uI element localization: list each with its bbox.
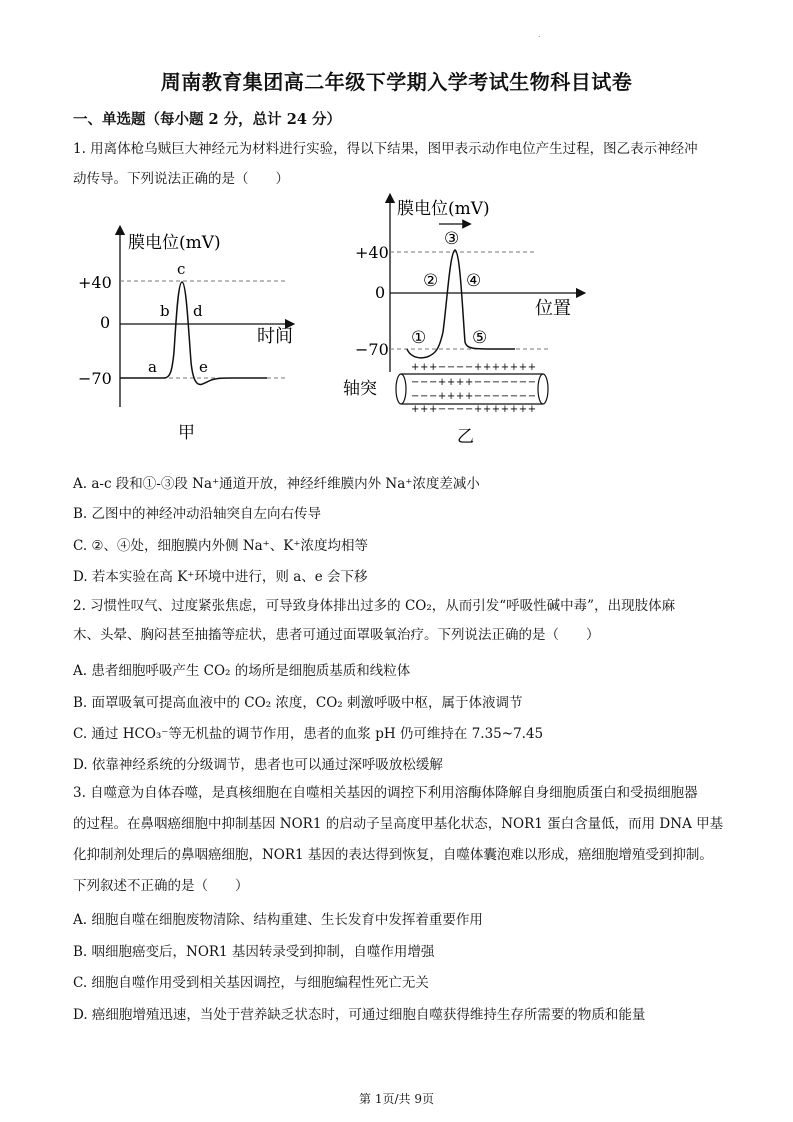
- q1-option-d[interactable]: D. 若本实验在高 K⁺环境中进行，则 a、e 会下移: [73, 569, 368, 585]
- jia-action-potential-curve: [120, 282, 267, 384]
- yi-circle-5: ⑤: [472, 328, 488, 348]
- q2-stem-line1: 2. 习惯性叹气、过度紧张焦虑，可导致身体排出过多的 CO₂，从而引发“呼吸性碱中毒”，出现肢体麻: [73, 598, 676, 614]
- section-heading: 一、单选题（每小题 2 分，总计 24 分）: [73, 111, 341, 128]
- q1-stem-line2: 动传导。下列说法正确的是（ ）: [73, 171, 289, 187]
- q2-option-a[interactable]: A. 患者细胞呼吸产生 CO₂ 的场所是细胞质基质和线粒体: [73, 663, 411, 679]
- yi-caption: 乙: [457, 427, 474, 447]
- q2-option-c[interactable]: C. 通过 HCO₃⁻等无机盐的调节作用，患者的血浆 pH 仍可维持在 7.35~7.45: [73, 726, 544, 742]
- yi-charge-row3: −−−++++−−−−−−−: [411, 391, 537, 402]
- yi-axon-label: 轴突: [343, 379, 377, 399]
- yi-tick-plus40: +40: [355, 243, 389, 262]
- q2-option-b[interactable]: B. 面罩吸氧可提高血液中的 CO₂ 浓度，CO₂ 刺激呼吸中枢，属于体液调节: [73, 695, 523, 711]
- q3-option-c[interactable]: C. 细胞自噬作用受到相关基因调控，与细胞编程性死亡无关: [73, 975, 429, 991]
- figure-jia: [72, 222, 312, 447]
- q3-stem-line1: 3. 自噬意为自体吞噬，是真核细胞在自噬相关基因的调控下利用溶酶体降解自身细胞质蛋白和受损细胞器: [73, 785, 698, 801]
- jia-point-a: a: [148, 358, 157, 376]
- yi-circle-2: ②: [423, 271, 439, 291]
- header-dot: .: [538, 30, 541, 39]
- yi-charge-row2: −−−++++−−−−−−−: [411, 377, 537, 388]
- q3-stem-line4: 下列叙述不正确的是（ ）: [73, 878, 249, 894]
- yi-circle-3: ③: [444, 229, 460, 249]
- q2-option-d[interactable]: D. 依靠神经系统的分级调节，患者也可以通过深呼吸放松缓解: [73, 757, 443, 773]
- yi-tick-minus70: −70: [355, 340, 389, 359]
- yi-axon-left-end: [396, 374, 406, 404]
- page-title: 周南教育集团高二年级下学期入学考试生物科目试卷: [160, 70, 633, 94]
- jia-point-d: d: [193, 302, 203, 320]
- q3-option-b[interactable]: B. 咽细胞癌变后，NOR1 基因转录受到抑制，自噬作用增强: [73, 944, 435, 960]
- yi-charge-row4: +++−−−−+++++++: [411, 404, 537, 415]
- yi-circle-1: ①: [411, 328, 427, 348]
- q1-option-c[interactable]: C. ②、④处，细胞膜内外侧 Na⁺、K⁺浓度均相等: [73, 538, 369, 554]
- jia-xlabel: 时间: [257, 326, 293, 347]
- yi-circle-4: ④: [466, 271, 482, 291]
- page-footer: 第 1页/共 9页: [359, 1092, 434, 1106]
- jia-tick-minus70: −70: [78, 369, 112, 388]
- jia-ylabel: 膜电位(mV): [128, 233, 221, 253]
- q2-stem-line2: 木、头晕、胸闷甚至抽搐等症状，患者可通过面罩吸氧治疗。下列说法正确的是（ ）: [73, 627, 600, 643]
- yi-tick-0: 0: [375, 283, 386, 302]
- q3-stem-line2: 的过程。在鼻咽癌细胞中抑制基因 NOR1 的启动子呈高度甲基化状态，NOR1 蛋白含量低，而用 DNA 甲基: [73, 816, 724, 832]
- yi-xlabel: 位置: [535, 298, 571, 319]
- jia-point-c: c: [177, 260, 186, 278]
- q3-option-a[interactable]: A. 细胞自噬在细胞废物清除、结构重建、生长发育中发挥着重要作用: [73, 912, 483, 928]
- jia-tick-0: 0: [100, 313, 111, 332]
- q3-stem-line3: 化抑制剂处理后的鼻咽癌细胞，NOR1 基因的表达得到恢复，自噬体囊泡难以形成，癌细胞增殖受到抑制。: [73, 847, 713, 863]
- jia-point-b: b: [160, 302, 170, 320]
- q1-option-a[interactable]: A. a-c 段和①-③段 Na⁺通道开放，神经纤维膜内外 Na⁺浓度差减小: [73, 476, 480, 492]
- yi-ylabel: 膜电位(mV): [397, 199, 490, 219]
- q1-option-b[interactable]: B. 乙图中的神经冲动沿轴突自左向右传导: [73, 506, 322, 522]
- figure-yi: [335, 192, 595, 450]
- q3-option-d[interactable]: D. 癌细胞增殖迅速，当处于营养缺乏状态时，可通过细胞自噬获得维持生存所需要的物质和能量: [73, 1007, 646, 1023]
- jia-caption: 甲: [178, 423, 195, 443]
- q1-stem-line1: 1. 用离体枪乌贼巨大神经元为材料进行实验，得以下结果，图甲表示动作电位产生过程，图乙表示神经冲: [73, 141, 698, 157]
- yi-charge-row1: +++−−−−+++++++: [411, 362, 537, 373]
- yi-axon-right-end: [538, 374, 548, 404]
- jia-point-e: e: [199, 358, 208, 376]
- jia-tick-plus40: +40: [78, 273, 112, 292]
